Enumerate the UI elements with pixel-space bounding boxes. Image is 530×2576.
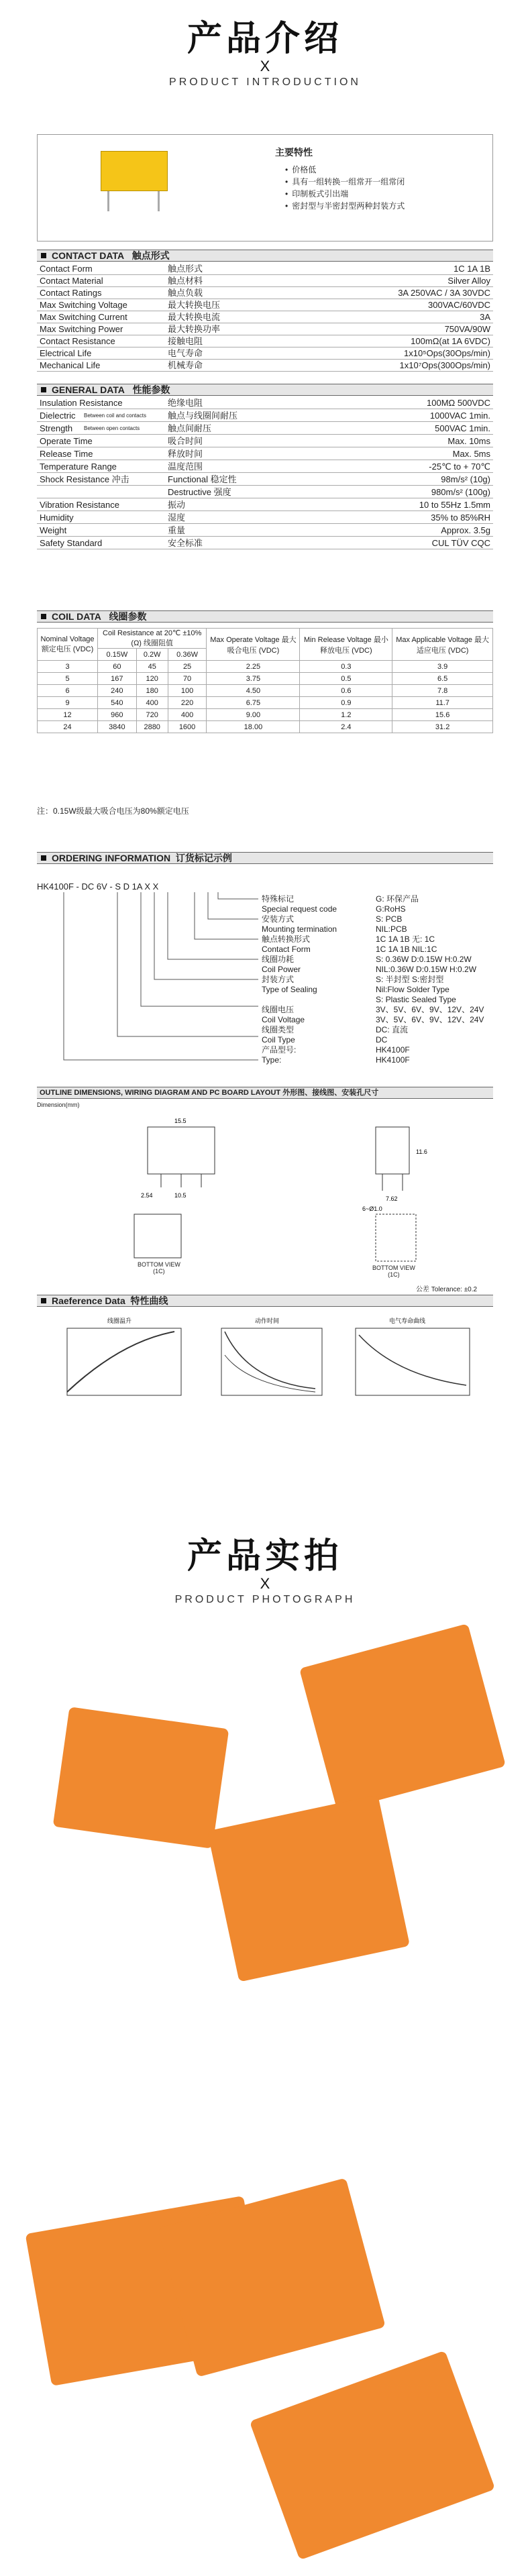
coil-cell: 5 <box>38 673 98 685</box>
ref-charts <box>47 1315 490 1409</box>
coil-cell: 400 <box>168 709 207 721</box>
coil-cell: 0.6 <box>300 685 392 697</box>
ordering-value: 3V、5V、6V、9V、12V、24V <box>376 1005 484 1014</box>
bottom-view-1-type: (1C) <box>153 1268 165 1275</box>
contact-l: Electrical Life <box>40 348 92 358</box>
bottom-view-2 <box>372 1265 415 1278</box>
coil-cell: 540 <box>98 697 137 709</box>
bottom-view-2-label: BOTTOM VIEW <box>372 1265 415 1271</box>
general-l: Shock Resistance 冲击 <box>40 474 129 484</box>
general-c: 释放时间 <box>168 449 203 459</box>
bottom-view-2-type: (1C) <box>388 1271 400 1278</box>
coil-cell: 25 <box>168 661 207 673</box>
general-row <box>37 435 493 447</box>
coil-cell: 7.8 <box>392 685 493 697</box>
coil-cell: 4.50 <box>207 685 300 697</box>
coil-cell: 167 <box>98 673 137 685</box>
general-r: 100MΩ 500VDC <box>427 398 490 408</box>
general-l: Vibration Resistance <box>40 500 119 510</box>
coil-header: Max Applicable Voltage 最大适应电压 (VDC) <box>392 629 493 661</box>
dim-7-62: 7.62 <box>386 1195 398 1202</box>
general-r: 500VAC 1min. <box>435 423 490 433</box>
ordering-bar <box>37 852 493 864</box>
contact-r: Silver Alloy <box>447 276 490 286</box>
contact-c: 触点材料 <box>168 276 203 286</box>
intro-x: X <box>260 58 270 74</box>
contact-c: 电气寿命 <box>168 348 203 358</box>
contact-l: Contact Ratings <box>40 288 102 298</box>
relay-pin <box>158 191 160 211</box>
outline-bar <box>37 1087 493 1099</box>
ordering-label: 线圈功耗 <box>262 955 295 964</box>
ordering-label: 线圈类型 <box>262 1025 295 1034</box>
coil-row <box>38 721 493 733</box>
ordering-lines <box>37 892 258 1080</box>
general-row <box>37 537 493 549</box>
contact-l: Contact Form <box>40 264 93 274</box>
coil-cell: 2.4 <box>300 721 392 733</box>
coil-subheader: 0.36W <box>168 649 207 661</box>
ordering-code: HK4100F - DC 6V - S D 1A X X <box>37 881 159 892</box>
ordering-value: NIL:PCB <box>376 924 407 934</box>
general-row <box>37 423 493 435</box>
bottom-view-1 <box>138 1261 180 1275</box>
intro-header <box>0 19 530 89</box>
coil-cell: 3.75 <box>207 673 300 685</box>
coil-row <box>38 709 493 721</box>
relay-photo-3 <box>207 1794 410 1982</box>
dim-10-5: 10.5 <box>174 1192 187 1199</box>
coil-cell: 3.9 <box>392 661 493 673</box>
general-c: 温度范围 <box>168 462 203 472</box>
coil-cell: 6.75 <box>207 697 300 709</box>
coil-cell: 31.2 <box>392 721 493 733</box>
ordering-label: Type of Sealing <box>262 985 317 994</box>
general-title: GENERAL DATA <box>52 384 125 395</box>
coil-cell: 3840 <box>98 721 137 733</box>
coil-table <box>37 628 493 733</box>
coil-row <box>38 685 493 697</box>
intro-subtitle: PRODUCT INTRODUCTION <box>169 76 361 88</box>
feature-item: • 密封型与半密封型两种封装方式 <box>285 200 405 212</box>
contact-c: 最大转换电流 <box>168 312 221 322</box>
ordering-value: Nil:Flow Solder Type <box>376 985 449 994</box>
coil-cell: 6 <box>38 685 98 697</box>
general-s: Between open contacts <box>84 425 140 431</box>
general-r: Max. 5ms <box>452 449 490 459</box>
ordering-label: Coil Voltage <box>262 1015 305 1024</box>
coil-cell: 400 <box>136 697 168 709</box>
general-r: Max. 10ms <box>447 436 490 446</box>
photo-header <box>0 1536 530 1606</box>
general-r: 98m/s² (10g) <box>441 474 490 484</box>
coil-cell: 1.2 <box>300 709 392 721</box>
ordering-value: HK4100F <box>376 1045 410 1055</box>
coil-bar <box>37 610 493 623</box>
intro-title: 产品介绍 <box>187 19 343 58</box>
relay-photo-6 <box>250 2351 496 2561</box>
coil-cell: 240 <box>98 685 137 697</box>
general-r: 1000VAC 1min. <box>429 411 490 421</box>
ordering-title: ORDERING INFORMATION <box>52 853 171 863</box>
chart2-title: 动作时间 <box>255 1318 280 1324</box>
photo-title: 产品实拍 <box>187 1537 343 1576</box>
general-c: 重量 <box>168 525 186 535</box>
general-r: Approx. 3.5g <box>441 525 490 535</box>
coil-cell: 100 <box>168 685 207 697</box>
ordering-label: 触点转换形式 <box>262 934 311 944</box>
general-c: 吸合时间 <box>168 436 203 446</box>
tolerance: 公差 Tolerance: ±0.2 <box>416 1286 478 1293</box>
general-c: 触点间耐压 <box>168 423 212 433</box>
contact-c: 触点负载 <box>168 288 203 298</box>
ordering-label: Type: <box>262 1055 282 1065</box>
contact-row <box>37 275 493 287</box>
general-row <box>37 486 493 498</box>
coil-cell: 18.00 <box>207 721 300 733</box>
contact-row <box>37 287 493 299</box>
coil-header: Min Release Voltage 最小释放电压 (VDC) <box>300 629 392 661</box>
coil-cell: 70 <box>168 673 207 685</box>
ordering-label: 封装方式 <box>262 975 295 984</box>
coil-cell: 9 <box>38 697 98 709</box>
general-c: Destructive 强度 <box>168 487 231 497</box>
contact-title: CONTACT DATA <box>52 250 125 261</box>
contact-r: 300VAC/60VDC <box>428 300 490 310</box>
general-row <box>37 461 493 473</box>
general-row <box>37 499 493 511</box>
contact-l: Max Switching Current <box>40 312 127 322</box>
general-bar <box>37 384 493 396</box>
general-c: 安全标准 <box>168 538 203 548</box>
coil-cell: 45 <box>136 661 168 673</box>
coil-header: Nominal Voltage 额定电压 (VDC) <box>38 629 98 661</box>
ordering-value: G:RoHS <box>376 904 406 914</box>
ordering-value: G: 环保产品 <box>376 894 419 904</box>
contact-bar <box>37 250 493 262</box>
features-list <box>285 164 405 212</box>
coil-subtitle: 线圈参数 <box>109 611 147 622</box>
coil-subheader: 0.15W <box>98 649 137 661</box>
bottom-view-1-label: BOTTOM VIEW <box>138 1261 180 1268</box>
contact-r: 1x10⁵Ops(30Ops/min) <box>404 348 490 358</box>
coil-cell: 2880 <box>136 721 168 733</box>
general-l: Insulation Resistance <box>40 398 123 408</box>
general-subtitle: 性能参数 <box>132 384 170 395</box>
general-row <box>37 397 493 409</box>
ordering-value: DC: 直流 <box>376 1025 409 1034</box>
coil-subheader: 0.2W <box>136 649 168 661</box>
relay-photo-1 <box>53 1707 229 1849</box>
general-c: 触点与线圈间耐压 <box>168 411 238 421</box>
dim-11-6: 11.6 <box>416 1148 427 1155</box>
chart3-title: 电气寿命曲线 <box>389 1318 426 1324</box>
contact-row <box>37 323 493 335</box>
features-title: 主要特性 <box>275 147 313 158</box>
coil-cell: 12 <box>38 709 98 721</box>
coil-cell: 220 <box>168 697 207 709</box>
contact-l: Max Switching Power <box>40 324 123 334</box>
ordering-label: 特殊标记 <box>262 894 295 904</box>
dim-holes: 6~Ø1.0 <box>362 1205 382 1212</box>
general-c: 振动 <box>168 500 186 510</box>
dim-15-5: 15.5 <box>174 1118 187 1124</box>
contact-r: 3A 250VAC / 3A 30VDC <box>398 288 490 298</box>
contact-c: 最大转换功率 <box>168 324 221 334</box>
ordering-value: S: 0.36W D:0.15W H:0.2W <box>376 955 472 964</box>
contact-c: 触点形式 <box>168 264 203 274</box>
ordering-label: Mounting termination <box>262 924 337 934</box>
ordering-value: HK4100F <box>376 1055 410 1065</box>
contact-subtitle: 触点形式 <box>131 250 170 261</box>
contact-r: 1C 1A 1B <box>454 264 490 274</box>
contact-row <box>37 311 493 323</box>
ordering-value: S: 半封型 S:密封型 <box>376 975 444 984</box>
contact-c: 最大转换电压 <box>168 300 221 310</box>
general-row <box>37 525 493 537</box>
general-row <box>37 474 493 486</box>
ordering-value: 1C 1A 1B NIL:1C <box>376 945 437 954</box>
contact-r: 750VA/90W <box>444 324 490 334</box>
general-r: -25℃ to + 70℃ <box>429 462 490 472</box>
coil-cell: 60 <box>98 661 137 673</box>
general-row <box>37 512 493 524</box>
outline-subtitle: 外形图、接线图、安装孔尺寸 <box>282 1089 379 1097</box>
contact-c: 接触电阻 <box>168 336 203 346</box>
contact-row <box>37 335 493 347</box>
ordering-label: Contact Form <box>262 945 311 954</box>
coil-row <box>38 661 493 673</box>
contact-l: Max Switching Voltage <box>40 300 127 310</box>
relay-pin <box>107 191 109 211</box>
contact-row <box>37 263 493 275</box>
ordering-subtitle: 订货标记示例 <box>175 853 232 863</box>
coil-cell: 24 <box>38 721 98 733</box>
contact-c: 机械寿命 <box>168 360 203 370</box>
photo-subtitle: PRODUCT PHOTOGRAPH <box>174 1594 356 1605</box>
general-l: Safety Standard <box>40 538 103 548</box>
contact-row <box>37 347 493 360</box>
coil-cell: 11.7 <box>392 697 493 709</box>
coil-cell: 1600 <box>168 721 207 733</box>
ordering-label: Coil Type <box>262 1035 295 1044</box>
general-l: Operate Time <box>40 436 93 446</box>
general-r: 35% to 85%RH <box>431 513 490 523</box>
ref-title: Raeference Data <box>52 1295 125 1306</box>
relay-image <box>101 151 168 191</box>
coil-title: COIL DATA <box>52 611 101 622</box>
coil-cell: 0.5 <box>300 673 392 685</box>
ordering-label: Special request code <box>262 904 337 914</box>
ordering-value: 3V、5V、6V、9V、12V、24V <box>376 1015 484 1024</box>
contact-r: 1x10⁷Ops(300Ops/min) <box>399 360 490 370</box>
general-l: Release Time <box>40 449 93 459</box>
ref-bar <box>37 1295 493 1307</box>
outline-title: OUTLINE DIMENSIONS, WIRING DIAGRAM AND PC BOARD LAYOUT <box>40 1089 281 1097</box>
chart1-title: 线圈温升 <box>107 1318 132 1324</box>
coil-cell: 3 <box>38 661 98 673</box>
coil-header: Coil Resistance at 20℃ ±10%(Ω) 线圈阻值 <box>98 629 207 649</box>
outline-drawings <box>121 1114 483 1268</box>
ordering-value: S: Plastic Sealed Type <box>376 995 456 1004</box>
feature-item: • 价格低 <box>285 164 405 176</box>
ref-subtitle: 特性曲线 <box>130 1295 168 1306</box>
general-r: CUL TÜV CQC <box>431 538 490 548</box>
contact-l: Contact Material <box>40 276 103 286</box>
general-r: 980m/s² (100g) <box>431 487 490 497</box>
general-c: 湿度 <box>168 513 186 523</box>
ordering-label: 安装方式 <box>262 914 295 924</box>
relay-photo-2 <box>299 1623 506 1811</box>
general-l: Dielectric <box>40 411 76 421</box>
coil-cell: 0.9 <box>300 697 392 709</box>
ordering-value: NIL:0.36W D:0.15W H:0.2W <box>376 965 477 974</box>
ordering-label: Coil Power <box>262 965 301 974</box>
coil-note: 注：0.15W级最大吸合电压为80%额定电压 <box>37 806 189 816</box>
ordering-value: S: PCB <box>376 914 403 924</box>
general-l: Temperature Range <box>40 462 117 472</box>
ordering-label: 线圈电压 <box>262 1005 295 1014</box>
coil-row <box>38 697 493 709</box>
coil-cell: 720 <box>136 709 168 721</box>
ordering-value: 1C 1A 1B 无: 1C <box>376 934 435 944</box>
contact-r: 3A <box>480 312 490 322</box>
general-l: Humidity <box>40 513 74 523</box>
contact-row <box>37 299 493 311</box>
coil-cell: 2.25 <box>207 661 300 673</box>
coil-header: Max Operate Voltage 最大吸合电压 (VDC) <box>207 629 300 661</box>
coil-cell: 6.5 <box>392 673 493 685</box>
general-r: 10 to 55Hz 1.5mm <box>419 500 490 510</box>
coil-cell: 120 <box>136 673 168 685</box>
general-l: Weight <box>40 525 67 535</box>
coil-cell: 9.00 <box>207 709 300 721</box>
coil-row <box>38 673 493 685</box>
contact-l: Mechanical Life <box>40 360 101 370</box>
general-c: Functional 稳定性 <box>168 474 237 484</box>
contact-r: 100mΩ(at 1A 6VDC) <box>411 336 490 346</box>
ordering-value: DC <box>376 1035 388 1044</box>
coil-cell: 960 <box>98 709 137 721</box>
photo-x: X <box>260 1575 270 1592</box>
coil-cell: 180 <box>136 685 168 697</box>
feature-item: • 具有一组转换一组常开一组常闭 <box>285 176 405 188</box>
contact-row <box>37 360 493 372</box>
general-c: 绝缘电阻 <box>168 398 203 408</box>
general-row <box>37 410 493 422</box>
dim-2-54: 2.54 <box>141 1192 153 1199</box>
general-s: Between coil and contacts <box>84 413 146 419</box>
ordering-label: 产品型号: <box>262 1045 297 1055</box>
general-row <box>37 448 493 460</box>
general-l: Strength <box>40 423 73 433</box>
contact-l: Contact Resistance <box>40 336 115 346</box>
outline-unit: Dimension(mm) <box>37 1102 80 1108</box>
coil-cell: 0.3 <box>300 661 392 673</box>
feature-item: • 印制板式引出端 <box>285 188 405 200</box>
coil-cell: 15.6 <box>392 709 493 721</box>
